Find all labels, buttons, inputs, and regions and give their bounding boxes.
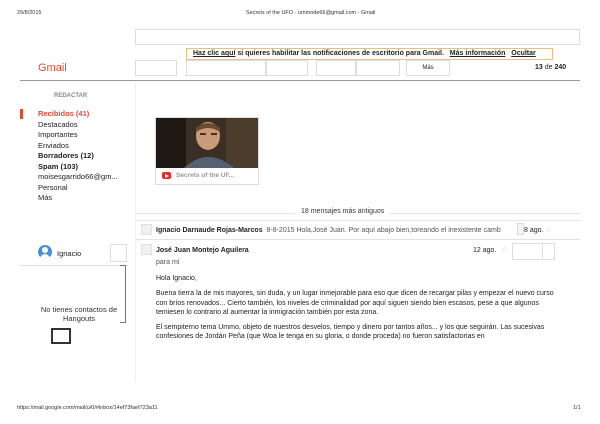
collapsed-top-divider	[136, 220, 580, 221]
back-button[interactable]	[186, 60, 266, 76]
compose-button[interactable]: REDACTAR	[54, 93, 88, 99]
pagination	[535, 64, 566, 71]
collapsed-snippet: 8-8-2015 Hola,José Juan. Por aquí abajo bien,toreando el inexistente camb	[266, 227, 501, 234]
active-indicator	[20, 109, 23, 119]
sidebar-item-more[interactable]: Más	[38, 193, 53, 202]
sidebar-item-drafts[interactable]: Borradores (12)	[38, 151, 94, 160]
more-info-link[interactable]: Más información	[449, 50, 506, 57]
hangouts-empty-text: No tienes contactos de Hangouts	[40, 305, 118, 323]
sidebar-item-inbox[interactable]: Recibidos (41)	[38, 109, 90, 118]
notification-text: si quieres habilitar las notificaciones de escritorio para Gmail.	[235, 50, 444, 57]
notification-bar	[186, 48, 553, 60]
video-thumbnail	[156, 118, 258, 168]
sidebar-item-starred[interactable]: Destacados	[38, 119, 78, 129]
select-checkbox-button[interactable]	[135, 60, 177, 76]
collapsed-date: 8 ago.	[524, 227, 544, 234]
collapsed-attachment-marker	[517, 223, 524, 235]
message-paragraph-2: El sempiterno tema Ummo, objeto de nuestros desvelos, tiempo y dinero por tantos años... y los que seguirán. Las sucesivas confesiones de Jordán Peña (que Woa le tenga en su gloria, o donde proceda) no fueron satisfactorias en	[156, 324, 545, 341]
collapsed-message[interactable]	[156, 227, 501, 234]
header-divider	[20, 80, 580, 81]
message-sender[interactable]: José Juan Montejo Aguilera	[156, 247, 249, 254]
message-paragraph-1: Buena tierra la de mis mayores, sin duda, y un lugar inmejorable para eso que dicen de recargar pilas y empezar el nuevo curso con bríos renovados... Cierto también, los niveles de criminalidad por aquí siguen siendo bien escasos, pese a que algunos temiesen lo contrario al aumentar la inmigración también por esta zona.	[156, 290, 554, 316]
folder-button[interactable]	[316, 60, 356, 76]
print-title: Secrets of the UFO - ummode66@gmail.com - Gmail	[246, 10, 376, 16]
hangouts-user-name[interactable]: Ignacio	[57, 249, 82, 258]
message-recipient[interactable]: para mí	[156, 259, 180, 266]
message-star-icon[interactable]: ☆	[501, 245, 509, 254]
more-button[interactable]	[406, 60, 450, 76]
sidebar-item-important[interactable]: Importantes	[38, 130, 78, 139]
print-url: https://mail.google.com/mail/u/0/#inbox/14ef73faef723a11	[17, 405, 158, 411]
sender-avatar	[141, 244, 152, 255]
reply-button-separator	[542, 243, 543, 260]
hangouts-icon[interactable]	[51, 328, 71, 344]
video-title: Secrets of the UF...	[176, 172, 235, 179]
avatar[interactable]	[38, 245, 52, 259]
hangouts-menu-button[interactable]	[110, 244, 127, 262]
collapsed-sender: Ignacio Darnaude Rojas-Marcos	[156, 227, 263, 234]
message-date: 12 ago.	[473, 247, 497, 254]
sidebar-item-spam[interactable]: Spam (103)	[38, 161, 79, 171]
video-card[interactable]	[155, 117, 259, 185]
hide-link[interactable]: Ocultar	[511, 50, 536, 57]
pagination-current: 13	[535, 64, 543, 71]
older-messages-link[interactable]: 18 mensajes más antiguos	[295, 208, 390, 215]
pagination-total: 240	[554, 64, 567, 71]
search-input[interactable]	[135, 29, 580, 45]
sidebar-item-label-moises[interactable]: moisesgarrido66@gm...	[38, 172, 118, 181]
pagination-of: de	[544, 64, 553, 71]
sidebar-nav	[38, 109, 118, 204]
gmail-logo[interactable]: Gmail	[38, 62, 67, 74]
youtube-icon	[162, 172, 171, 179]
content-left-border	[135, 82, 136, 382]
reply-button[interactable]	[512, 243, 555, 260]
collapsed-star-icon[interactable]: ☆	[545, 225, 553, 234]
avatar-body-shape	[40, 254, 50, 259]
collapsed-sender-avatar	[141, 224, 152, 235]
labels-button[interactable]	[356, 60, 400, 76]
sidebar-item-personal[interactable]: Personal	[38, 182, 68, 192]
hangouts-scrollbar[interactable]	[120, 265, 126, 323]
collapsed-bottom-divider	[136, 239, 580, 240]
print-date: 29/8/2015	[17, 10, 42, 16]
message-greeting: Hola Ignacio,	[156, 275, 197, 282]
sidebar-item-sent[interactable]: Enviados	[38, 140, 69, 150]
enable-notifications-link[interactable]: Haz clic aquí	[193, 50, 236, 57]
print-page-number: 1/1	[573, 405, 581, 411]
message-body	[156, 274, 556, 342]
archive-button[interactable]	[266, 60, 308, 76]
avatar-head-shape	[42, 247, 48, 253]
hangouts-divider	[20, 265, 128, 266]
more-button-label: Más	[422, 65, 434, 71]
